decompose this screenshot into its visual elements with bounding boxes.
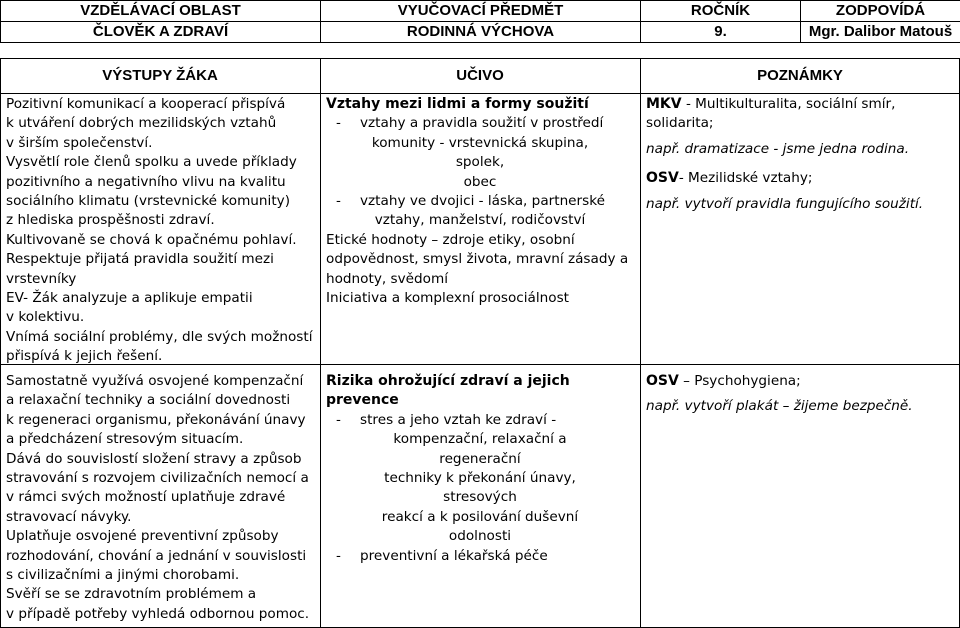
text-line: s civilizačními a jinými chorobami. <box>6 567 240 584</box>
text-line: v případě potřeby vyhledá odbornou pomoc. <box>6 605 310 622</box>
list-item-text <box>352 547 638 566</box>
text-line: Vnímá sociální problémy, dle svých možností <box>6 328 313 345</box>
header-label-zodpovida: ZODPOVÍDÁ <box>801 1 960 22</box>
example-text: např. dramatizace - jsme jedna rodina. <box>646 140 910 157</box>
example-text: např. vytvoří plakát – žijeme bezpečně. <box>646 398 913 415</box>
grid-line <box>0 58 1 628</box>
osv-label: OSV <box>646 373 679 389</box>
mkv-label: MKV <box>646 96 682 112</box>
text-line: hodnoty, svědomí <box>326 270 448 287</box>
text-line: stravování s rozvojem civilizačních nemocí a <box>6 470 309 487</box>
column-header-ucivo: UČIVO <box>456 67 504 84</box>
header-value-rocnik: 9. <box>641 22 801 43</box>
text-line: v rámci svých možností uplatňuje zdravé <box>6 489 286 506</box>
text-line: Samostatně využívá osvojené kompenzační <box>6 373 304 389</box>
text-line: odpovědnost, smysl života, mravní zásady a <box>326 251 629 268</box>
text-line: Respektuje přijatá pravidla soužití mezi <box>6 251 274 268</box>
list-item <box>326 411 638 547</box>
osv-line <box>646 372 958 391</box>
header-label-predmet: VYUČOVACÍ PŘEDMĚT <box>321 1 641 22</box>
text-line: k utváření dobrých mezilidských vztahů <box>6 115 277 132</box>
list-item-text <box>352 192 638 231</box>
text-line: Kultivovaně se chová k opačnému pohlaví. <box>6 231 297 248</box>
text-line: techniky k překonání únavy, stresových <box>384 470 576 506</box>
dash-marker: - <box>336 115 341 132</box>
column-header-poznamky: POZNÁMKY <box>757 67 843 84</box>
text-line: rozhodování, chování a jednání v souvislosti <box>6 547 307 564</box>
mkv-text-continued: solidarita; <box>646 115 714 132</box>
dash-marker: - <box>336 547 341 564</box>
text-line: vztahy a pravidla soužití v prostředí <box>360 115 604 132</box>
column-header-vystupy: VÝSTUPY ŽÁKA <box>102 67 218 84</box>
text-line: komunity - vrstevnická skupina, spolek, <box>371 134 589 171</box>
header-value-oblast: ČLOVĚK A ZDRAVÍ <box>1 22 321 43</box>
text-line: stres a jeho vztah ke zdraví - <box>360 411 557 428</box>
osv-text: – Psychohygiena; <box>678 373 801 389</box>
row2-ucivo <box>326 372 638 566</box>
dash-marker: - <box>336 193 341 210</box>
dash-marker: - <box>336 411 341 428</box>
header-label-oblast: VZDĚLÁVACÍ OBLAST <box>1 1 321 22</box>
text-line: Vysvětlí role členů spolku a uvede příklady <box>6 154 297 171</box>
example-text: např. vytvoří pravidla fungujícího soužití. <box>646 195 924 212</box>
row1-ucivo <box>326 95 638 308</box>
text-line: Iniciativa a komplexní prosociálnost <box>326 290 570 307</box>
text-line: Etické hodnoty – zdroje etiky, osobní <box>326 231 575 248</box>
text-line: a předcházení stresovým situacím. <box>6 431 244 448</box>
column-header-row <box>0 58 960 94</box>
list-item-text <box>352 411 638 547</box>
text-line: Dává do souvislostí složení stravy a způsob <box>6 450 302 467</box>
header-table <box>0 0 960 43</box>
text-line: k regeneraci organismu, překonávání únavy <box>6 411 306 428</box>
text-line: pozitivního a negativního vlivu na kvalitu <box>6 173 286 190</box>
text-line: a relaxační techniky a sociální dovednosti <box>6 392 291 409</box>
header-value-predmet: RODINNÁ VÝCHOVA <box>321 22 641 43</box>
mkv-line <box>646 95 958 114</box>
text-line: přispívá k jejich řešení. <box>6 348 163 365</box>
text-line: sociálního klimatu (vrstevnické komunity) <box>6 193 290 210</box>
row1-vystupy <box>6 95 318 367</box>
list-item <box>326 114 638 192</box>
text-line: reakcí a k posilování duševní odolnosti <box>381 508 579 545</box>
list-item-text <box>352 114 638 192</box>
text-line: v kolektivu. <box>6 309 85 326</box>
header-row-values <box>1 22 960 43</box>
text-line: Uplatňuje osvojené preventivní způsoby <box>6 528 279 545</box>
text-line: preventivní a lékařská péče <box>360 547 548 564</box>
list-item <box>326 547 638 566</box>
list-item <box>326 192 638 231</box>
spacer <box>646 159 958 165</box>
text-line: vztahy ve dvojici - láska, partnerské <box>360 193 605 210</box>
ucivo-title: Rizika ohrožující zdraví a jejich <box>326 373 570 389</box>
text-line: kompenzační, relaxační a regenerační <box>393 431 567 467</box>
text-line: EV- Žák analyzuje a aplikuje empatii <box>6 290 253 307</box>
text-line: stravovací návyky. <box>6 508 132 525</box>
text-line: Svěří se se zdravotním problémem a <box>6 586 257 603</box>
row2-vystupy <box>6 372 318 624</box>
osv-line <box>646 169 958 188</box>
header-label-rocnik: ROČNÍK <box>641 1 801 22</box>
osv-label: OSV <box>646 170 679 187</box>
text-line: z hlediska prospěšnosti zdraví. <box>6 212 215 229</box>
text-line: Pozitivní komunikací a kooperací přispívá <box>6 96 286 112</box>
ucivo-title: Vztahy mezi lidmi a formy soužití <box>326 96 589 112</box>
grid-line <box>320 58 321 628</box>
grid-line <box>640 58 641 628</box>
osv-text: - Mezilidské vztahy; <box>678 170 813 187</box>
header-row-labels <box>1 1 960 22</box>
text-line: vztahy, manželství, rodičovství <box>374 212 586 229</box>
header-value-zodpovida: Mgr. Dalibor Matouš <box>801 22 960 43</box>
ucivo-title-continued: prevence <box>326 392 399 409</box>
row2-poznamky <box>646 372 958 417</box>
mkv-text: - Multikulturalita, sociální smír, <box>681 96 896 112</box>
text-line: vrstevníky <box>6 270 77 287</box>
text-line: obec <box>463 173 497 190</box>
row1-poznamky <box>646 95 958 214</box>
text-line: v širším společenství. <box>6 134 153 151</box>
